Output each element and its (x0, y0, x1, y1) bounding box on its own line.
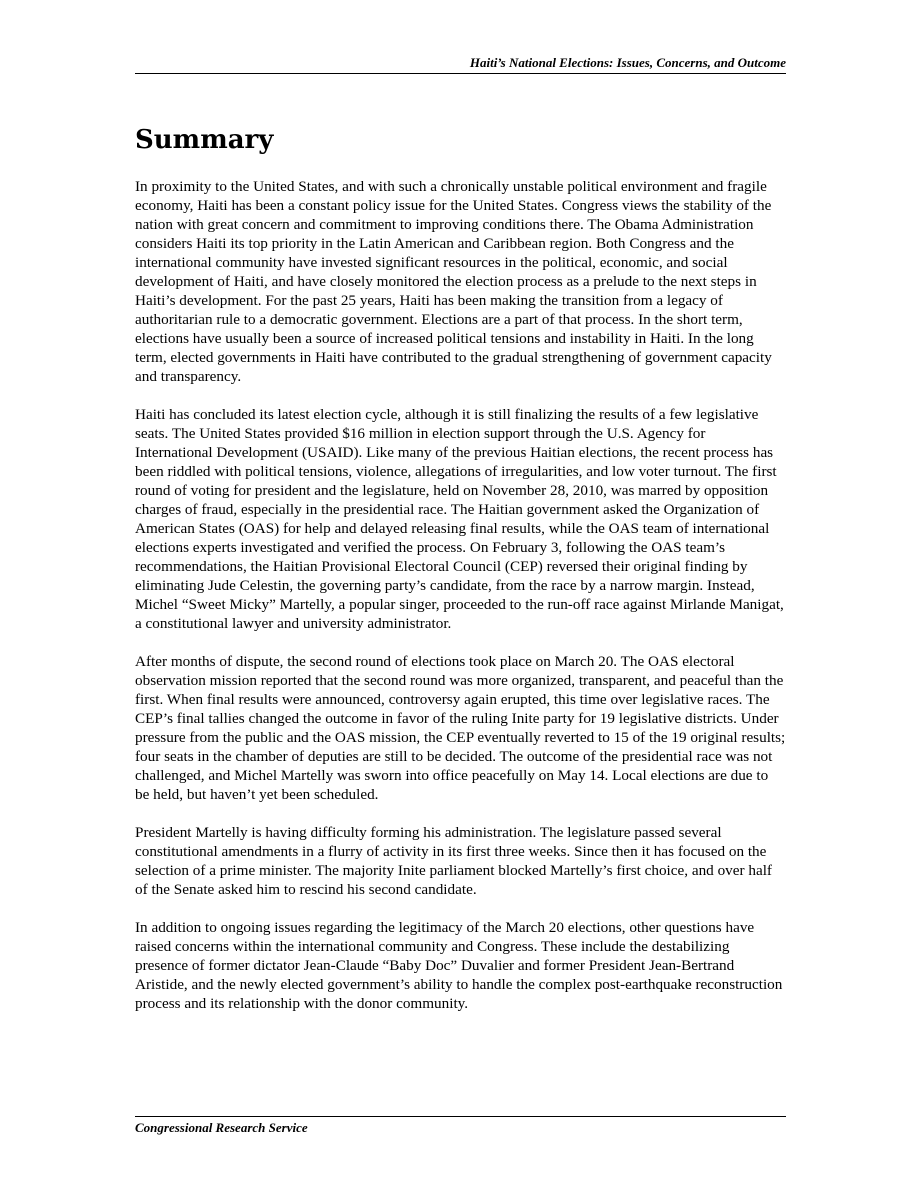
paragraph-4: President Martelly is having difficulty forming his administration. The legislature passed several constitutional amendments in a flurry of activity in its first three weeks. Since then it has focused on the selection of a prime minister. The majority Inite parliament blocked Martelly’s first choice, and over half of the Senate asked him to rescind his second candidate. (135, 824, 772, 898)
running-header-title: Haiti’s National Elections: Issues, Concerns, and Outcome (469, 55, 786, 70)
footer-divider (135, 1116, 786, 1117)
paragraph-3: After months of dispute, the second round of elections took place on March 20. The OAS electoral observation mission reported that the second round was more organized, transparent, and peaceful than the first. When final results were announced, controversy again erupted, this time over legislative races. The CEP’s final tallies changed the outcome in favor of the ruling Inite party for 19 legislative districts. Under pressure from the public and the OAS mission, the CEP eventually reverted to 15 of the 19 original results; four seats in the chamber of deputies are still to be decided. The outcome of the presidential race was not challenged, and Michel Martelly was sworn into office peacefully on May 14. Local elections are due to be held, but haven’t yet been scheduled. (135, 653, 786, 803)
paragraph-1: In proximity to the United States, and with such a chronically unstable political environment and fragile economy, Haiti has been a constant policy issue for the United States. Congress views the stability of the nation with great concern and commitment to improving conditions there. The Obama Administration considers Haiti its top priority in the Latin American and Caribbean region. Both Congress and the international community have invested significant resources in the political, economic, and social development of Haiti, and have closely monitored the election process as a prelude to the next steps in Haiti’s development. For the past 25 years, Haiti has been making the transition from a legacy of authoritarian rule to a democratic government. Elections are a part of that process. In the short term, elections have usually been a source of increased political tensions and instability in Haiti. In the long term, elected governments in Haiti have contributed to the gradual strengthening of government capacity and transparency. (135, 178, 772, 385)
footer-publisher: Congressional Research Service (135, 1120, 308, 1135)
section-title: Summary (135, 125, 274, 155)
paragraph-5: In addition to ongoing issues regarding the legitimacy of the March 20 elections, other questions have raised concerns within the international community and Congress. These include the destabilizing presence of former dictator Jean-Claude “Baby Doc” Duvalier and former President Jean-Bertrand Aristide, and the newly elected government’s ability to handle the complex post-earthquake reconstruction process and its relationship with the donor community. (135, 919, 783, 1012)
paragraph-2: Haiti has concluded its latest election cycle, although it is still finalizing the results of a few legislative seats. The United States provided $16 million in election support through the U.S. Agency for International Development (USAID). Like many of the previous Haitian elections, the recent process has been riddled with political tensions, violence, allegations of irregularities, and low voter turnout. The first round of voting for president and the legislature, held on November 28, 2010, was marred by opposition charges of fraud, especially in the presidential race. The Haitian government asked the Organization of American States (OAS) for help and delayed releasing final results, while the OAS team of international elections experts investigated and verified the process. On February 3, following the OAS team’s recommendations, the Haitian Provisional Electoral Council (CEP) reversed their original finding by eliminating Jude Celestin, the governing party’s candidate, from the race by a narrow margin. Instead, Michel “Sweet Micky” Martelly, a popular singer, proceeded to the run-off race against Mirlande Manigat, a constitutional lawyer and university administrator. (135, 406, 784, 632)
header-divider (135, 73, 786, 74)
summary-body (135, 177, 786, 1032)
